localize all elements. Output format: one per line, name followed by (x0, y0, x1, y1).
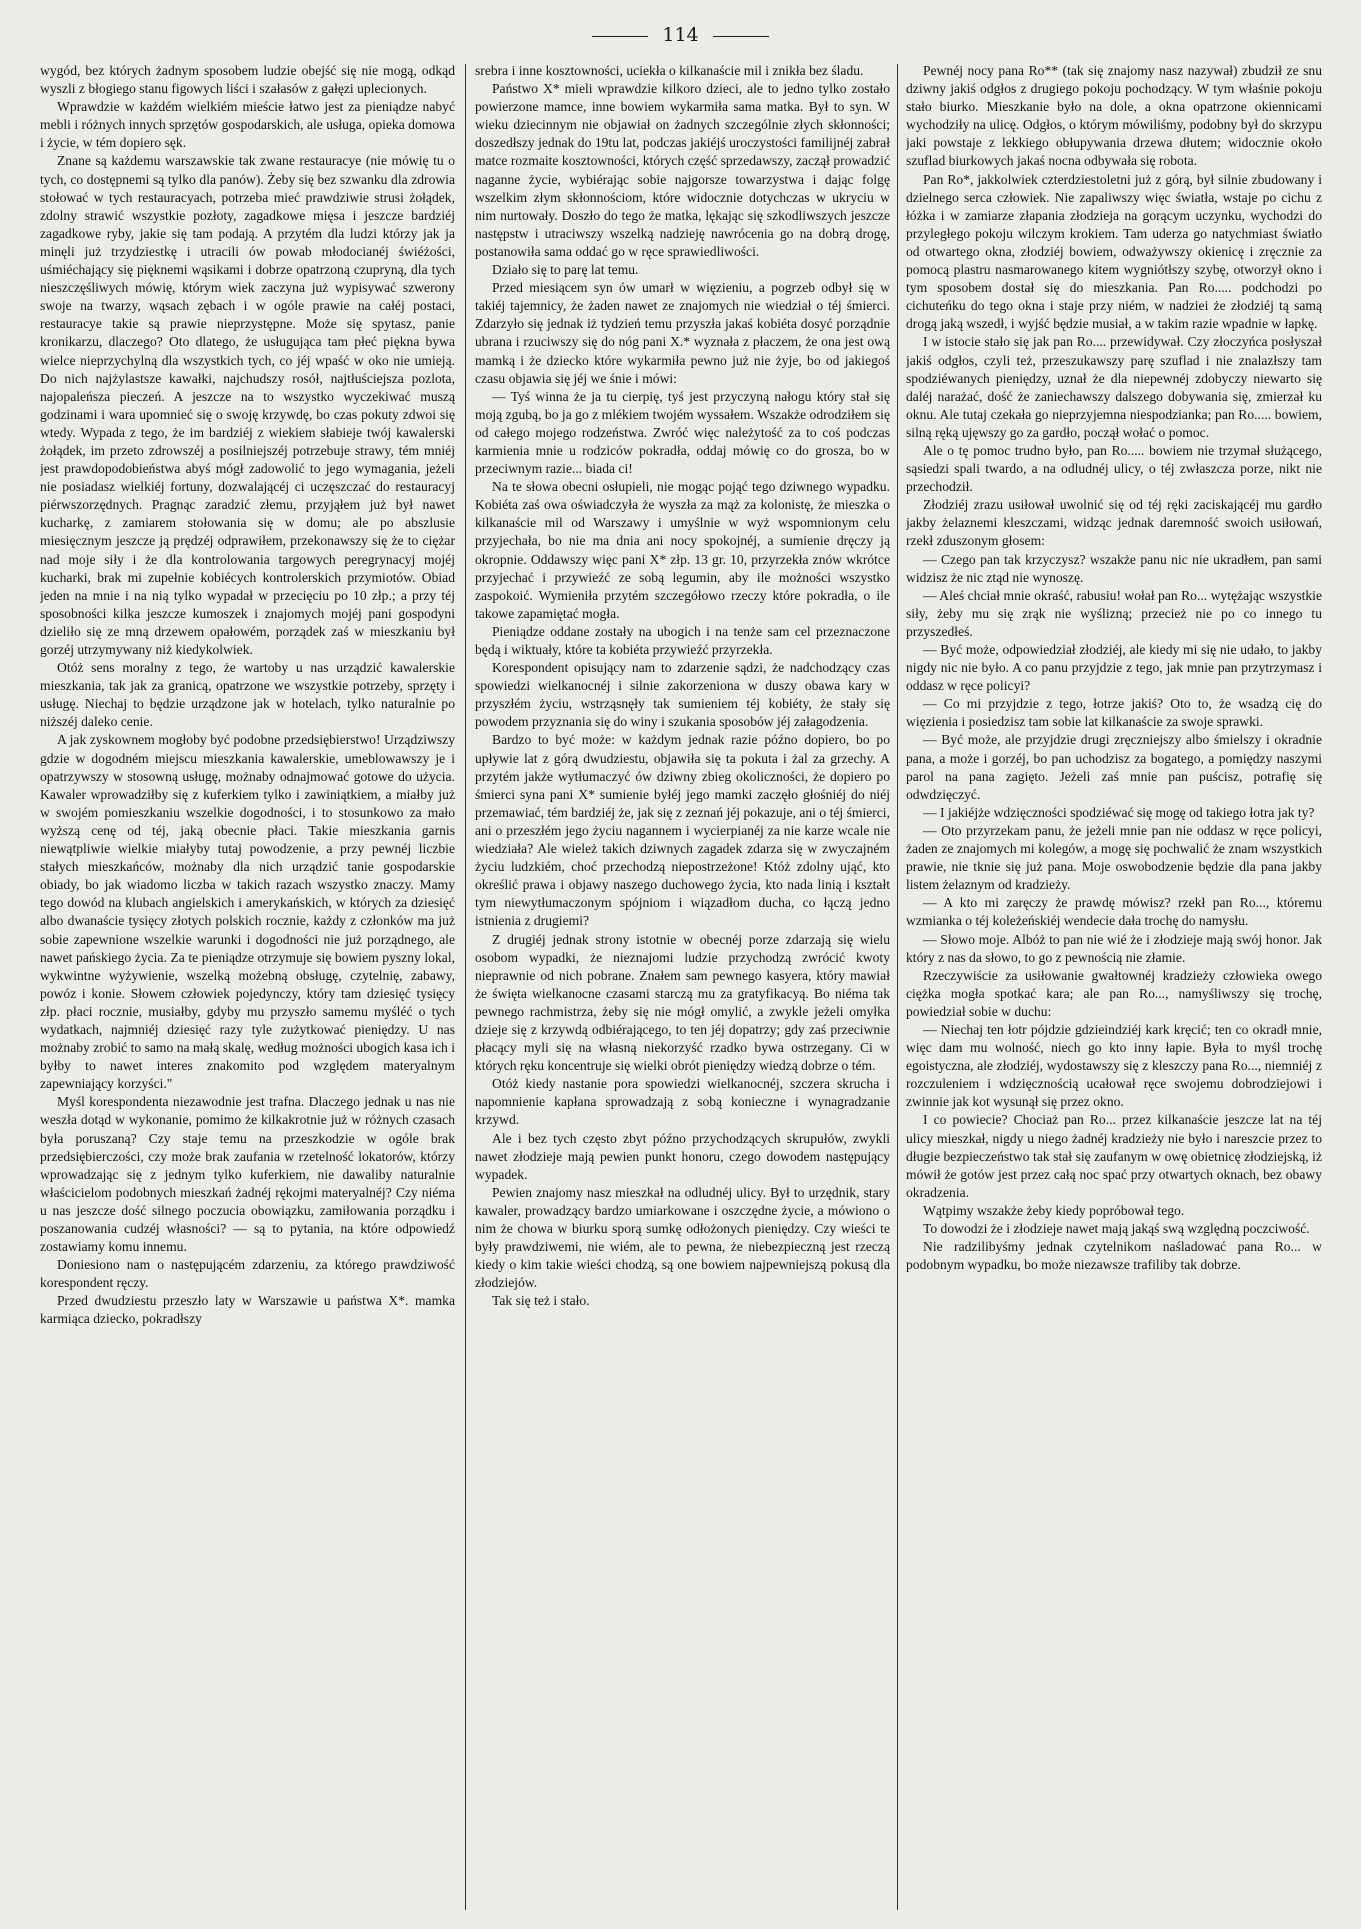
paragraph: Pewien znajomy nasz mieszkał na odludnéj ulicy. Był to urzędnik, stary kawaler, prowadzący bardzo umiarkowane i oszczędne życie, a mówiono o nim że chowa w biurku sporą sumkę odłożonych pieniędzy. Czy wieści te były prawdziwemi, nie wiém, ale to pewna, że niebezpieczną jest rzeczą kiedy o kim takie wieści chodzą, są one bowiem najpewniejszą pokusą dla złodziejów. (475, 1184, 890, 1291)
paragraph: — Być może, odpowiedział złodziéj, ale kiedy mi się nie udało, to jakby nigdy nic nie było. A co panu przyjdzie z tego, jak mnie pan przytrzymasz i oddasz w ręce policyi? (906, 642, 1322, 694)
paragraph: Wątpimy wszakże żeby kiedy popróbował tego. (923, 1202, 1185, 1218)
paragraph: Tak się też i stało. (492, 1293, 590, 1309)
paragraph: — A kto mi zaręczy że prawdę mówisz? rzekł pan Ro..., któremu wzmianka o téj koleżeńskiéj wendecie dała trochę do namysłu. (906, 895, 1322, 929)
paragraph: A jak zyskownem mogłoby być podobne przedsiębierstwo! Urządziwszy gdzie w dogodném miejscu mieszkania kawalerskie, umeblowawszy je i opatrzywszy w stosowną usługę, możnaby odnajmować gotowe do użycia. Kawaler wprowadziłby się z kuferkiem tylko i zawiniątkiem, a miałby już w swojém pomieszkaniu wszelkie dogodności, i to stosunkowo za mało wyższą cenę od téj, jaką obecnie płaci. Takie mieszkania garnis niewątpliwie wielkie miałyby tutaj powodzenie, a przy pewnéj liczbie stałych mieszkańców, możnaby dla nich urządzić tanie gospodarskie obiady, bo jak wiadomo liczba w takich razach wszystko znaczy. Mamy tego dowód na klubach angielskich i amerykańskich, w których za dziesięć albo dwanaście tysięcy złotych polskich rocznie, każdy z członków ma już sobie zapewnione wszelkie warunki i dogodności nie już porządnego, ale nawet pańskiego życia. Za te pieniądze otrzymuje się bowiem pyszny lokal, wykwintne wyżywienie, wszelką możebną obsługę, czytelnię, zabawy, powóz i konie. Słowem człowiek pojedynczy, który tam dziesięć tysięcy złp. płaci rocznie, musiałby, gdyby mu przyszło samemu myśléć o tych wydatkach, najmniéj dziesięć razy tyle zużytkować pieniędzy. U nas możnaby zrobić to samo na małą skalę, według możności ubogich kasa ich i byłby to nawet interes znakomito pod względem materyalnym zapewniający korzyści." (40, 732, 455, 1092)
column-rule (897, 64, 898, 1910)
paragraph: Nie radzilibyśmy jednak czytelnikom naśladować pana Ro... w podobnym wypadku, bo może niezawsze trafiliby tak dobrze. (906, 1239, 1322, 1273)
paragraph: — Być może, ale przyjdzie drugi zręczniejszy albo śmielszy i okradnie pana, a może i gorzéj, bo pan uchodzisz za bogatego, a pomiędzy naszymi parol na pana zagięto. Jeżeli zaś mnie pan puścisz, potrafię się odwdzięczyć. (906, 732, 1322, 802)
paragraph: — Niechaj ten łotr pójdzie gdzieindziéj kark kręcić; ten co okradł mnie, więc dam mu wolność, niech go kto inny łapie. Była to myśl trochę egoistyczna, ale złodziéj, wydostawszy się z kleszczy pana Ro..., niemniéj z rozczuleniem i wdzięcznością ucałował ręce swojemu dobrodziejowi i zwinnie jak kot wysunął się przez okno. (906, 1021, 1322, 1110)
paragraph: — Co mi przyjdzie z tego, łotrze jakiś? Oto to, że wsadzą cię do więzienia i posiedzisz tam sobie lat kilkanaście za swoje sprawki. (906, 696, 1322, 730)
paragraph: Przed miesiącem syn ów umarł w więzieniu, a pogrzeb odbył się w takiéj tajemnicy, że żaden nawet ze znajomych nie wiedział o téj śmierci. Zdarzyło się jednak iż tydzień temu przyszła jakaś kobiéta dosyć porządnie ubrana i rzuciwszy się do nóg pani X.* wyznała z płaczem, że ona jest ową mamką i że dziecko które wykarmiła pewno już nie żyje, bo od jakiegoś czasu objawia się jéj we śnie i mówi: (475, 280, 890, 386)
paragraph: Złodziéj zrazu usiłował uwolnić się od téj ręki zaciskającéj mu gardło jakby żelaznemi kleszczami, widząc jednak daremność swoich usiłowań, rzekł zduszonym głosem: (906, 497, 1322, 549)
paragraph: Pan Ro*, jakkolwiek czterdziestoletni już z górą, był silnie zbudowany i dzielnego serca człowiek. Nie zapaliwszy więc światła, wstaje po cichu z łóżka i w zamiarze złapania złodzieja na gorącym uczynku, wychodzi do przyległego pokoju wilczym krokiem. Tam uderza go natychmiast światło od otwartego okna, złodziéj bowiem, odważywszy okienicę i zręcznie za pomocą plastru nasmarowanego kitem wygniótłszy szybę, otworzył okno i tym sposobem dostał się do mieszkania. Pan Ro..... podchodzi po cichuteńku do tego okna i staje przy niém, w nadziei że złodziéj tą samą drogą jaką wszedł, i wyjść będzie musiał, a w takim razie wpadnie w łapkę. (906, 171, 1322, 332)
column-2 (475, 62, 890, 1912)
paragraph: — Tyś winna że ja tu cierpię, tyś jest przyczyną nałogu który stał się moją zgubą, bo ja go z mlékiem twojém wyssałem. Wszakże odrodziłem się od całego mojego rodzeństwa. Zwróć więc należytość za to coś podczas karmienia mnie u rodziców pokradła, oddaj mówię co do grosza, bo w przeciwnym razie... biada ci! (475, 388, 890, 477)
paragraph: — Słowo moje. Albóż to pan nie wié że i złodzieje mają swój honor. Jak który z nas da słowo, to go z pewnością nie złamie. (906, 931, 1322, 965)
paragraph: — Oto przyrzekam panu, że jeżeli mnie pan nie oddasz w ręce policyi, żaden ze znajomych mi kolegów, a mogę się pochwalić że znam wszystkich prawie, nie tknie się już pana. Moje oswobodzenie będzie dla pana jakby listem żelaznym od kradzieży. (906, 822, 1322, 893)
paragraph: Pieniądze oddane zostały na ubogich i na tenże sam cel przeznaczone będą i wiktuały, które ta kobiéta przywieźć przyrzekła. (475, 623, 890, 657)
paragraph: Przed dwudziestu przeszło laty w Warszawie u państwa X*. mamka karmiąca dziecko, pokradłszy (40, 1293, 455, 1327)
paragraph: — Czego pan tak krzyczysz? wszakże panu nic nie ukradłem, pan sami widzisz że nic ztąd nie wynoszę. (906, 551, 1322, 585)
paragraph: Ale i bez tych często zbyt późno przychodzących skrupułów, zwykli nawet złodzieje mają pewien punkt honoru, czego dowodem następujący wypadek. (475, 1130, 890, 1182)
paragraph: — I jakiéjże wdzięczności spodziéwać się mogę od takiego łotra jak ty? (923, 804, 1315, 820)
paragraph: srebra i inne kosztowności, uciekła o kilkanaście mil i znikła bez śladu. (475, 63, 864, 78)
column-1 (40, 62, 455, 1912)
paragraph: To dowodzi że i złodzieje nawet mają jakąś swą względną poczciwość. (923, 1221, 1310, 1236)
column-3 (906, 62, 1322, 1912)
paragraph: Rzeczywiście za usiłowanie gwałtownéj kradzieży człowieka owego ciężka mogła spotkać kara; ale pan Ro..., namyśliwszy się trochę, powiedział sobie w duchu: (906, 967, 1322, 1019)
paragraph: Otóż kiedy nastanie pora spowiedzi wielkanocnéj, szczera skrucha i napomnienie kapłana sprowadzają z sobą konieczne i wynagradzanie krzywd. (475, 1076, 890, 1128)
paragraph: Doniesiono nam o następującém zdarzeniu, za którego prawdziwość korespondent ręczy. (40, 1257, 455, 1291)
paragraph: Wprawdzie w każdém wielkiém mieście łatwo jest za pieniądze nabyć mebli i różnych innych sprzętów gospodarskich, ale usługa, opieka domowa i życie, w tém dopiero sęk. (40, 99, 455, 151)
paragraph: Działo się to parę lat temu. (492, 262, 639, 278)
paragraph: I co powiecie? Chociaż pan Ro... przez kilkanaście jeszcze lat na téj ulicy mieszkał, nigdy u niego żadnéj kradzieży nie było i nareszcie przez to długie bezpieczeństwo tak stał się zaufanym w owę obietnicę złodziejską, iż mówił że gotów jest przez całą noc spać przy otwartych oknach, bez obawy okradzenia. (906, 1112, 1322, 1200)
paragraph: Na te słowa obecni osłupieli, nie mogąc pojąć tego dziwnego wypadku. Kobiéta zaś owa oświadczyła że wyszła za mąż za kolonistę, że mieszka o kilkanaście mil od Warszawy i umyślnie w wyż wspomnionym celu przyjechała, bo nie ma dnia ani nocy spokojnéj, a sumienie dręczy ją okropnie. Oddawszy więc pani X* złp. 13 gr. 10, przyrzekła znów wkrótce przyjechać i przywieźć ze sobą legumin, aby ile możności wszystko zaspokoić. Wymieniła przytém szczegółowo rzeczy które pokradła, o ile takowe zapamiętać mogła. (475, 479, 890, 621)
paragraph: wygód, bez których żadnym sposobem ludzie obejść się nie mogą, odkąd wyszli z błogiego stanu figowych liści i szałasów z gałęzi uplecionych. (40, 63, 455, 97)
page-number: 114 (0, 24, 1361, 46)
paragraph: Pewnéj nocy pana Ro** (tak się znajomy nasz nazywał) zbudził ze snu dziwny jakiś odgłos z drugiego pokoju pochodzący. W tym właśnie pokoju stało biurko. Mieszkanie było na dole, a okna opatrzone okiennicami wychodziły na ulicę. Odgłos, o którym mówiliśmy, podobny był do skrzypu jaki powstaje z lekkiego obłupywania drzewa dłutem; widocznie około szuflad biurkowych jakaś nocna odbywała się robota. (906, 63, 1322, 169)
paragraph: Myśl korespondenta niezawodnie jest trafna. Dlaczego jednak u nas nie weszła dotąd w wykonanie, pomimo że kilkakrotnie już w różnych czasach była poruszaną? Czy staje temu na przeszkodzie w ogóle brak przedsiębierczości, czy może brak zaufania w rzetelność lokatorów, którzy wprowadzając się z jednym tylko kuferkiem, nie dawaliby naturalnie właścicielom podobnych mieszkań żadnéj rękojmi materyalnéj? Czy niéma u nas jeszcze dość silnego poczucia obowiązku, zamiłowania porządku i poszanowania cudzéj własności? — są to pytania, na które odpowiedź zostawiamy komu innemu. (40, 1094, 455, 1255)
paragraph: Państwo X* mieli wprawdzie kilkoro dzieci, ale to jedno tylko zostało powierzone mamce, inne bowiem wykarmiła sama matka. Był to syn. W wieku dziecinnym nie objawiał on żadnych szczególnie złych skłonności; doszedłszy jednak do 19tu lat, podczas jakiéjś uroczystości familijnéj zabrał matce rozmaite kosztowności, których część sprzedawszy, zaczął prowadzić naganne życie, wybiérając sobie najgorsze towarzystwa i dając folgę wszelkim złym skłonnościom, które widocznie dotychczas w ukryciu w nim nurtowały. Doszło do tego że matka, lękając się szkodliwszych jeszcze następstw i utraciwszy wszelką nadzieję nawrócenia go na dobrą drogę, postanowiła sama oddać go w ręce sprawiedliwości. (475, 81, 890, 259)
paragraph: — Aleś chciał mnie okraść, rabusiu! wołał pan Ro... wytężając wszystkie siły, żeby mu się zrąk nie wyślizną; przecież nie po co innego tu przyszedłeś. (906, 587, 1322, 639)
paragraph: Korespondent opisujący nam to zdarzenie sądzi, że nadchodzący czas spowiedzi wielkanocnéj i silnie zakorzeniona w duszy obawa kary w przyszłém życiu, wstrząsnęły tak sumieniem téj kobiéty, że stały się powodem przyznania się do winy i szukania sposobów jéj załagodzenia. (475, 660, 890, 730)
paragraph: Ale o tę pomoc trudno było, pan Ro..... bowiem nie trzymał służącego, sąsiedzi spali twardo, a na odludnéj ulicy, o téj zwłaszcza porze, nikt nie przechodził. (906, 442, 1322, 495)
paragraph: I w istocie stało się jak pan Ro.... przewidywał. Czy złoczyńca posłyszał jakiś odgłos, czyli też, przeszukawszy parę szuflad i nie znalazłszy tam spodziéwanych pieniędzy, uznał że dla niepewnéj zdobyczy niewarto się daléj narażać, dość że zaniechawszy dalszego dobywania się, zmierzał ku oknu. Ale tutaj czekała go nieprzyjemna niespodzianka; pan Ro..... bowiem, silną ręką ujęwszy go za gardło, począł wołać o pomoc. (906, 334, 1322, 440)
column-rule (465, 64, 466, 1910)
paragraph: Z drugiéj jednak strony istotnie w obecnéj porze zdarzają się wielu osobom wypadki, że nieznajomi ludzie przychodzą zwrócić kwoty nieprawnie od nich pobrane. Znałem sam pewnego kasyera, który mawiał że święta wielkanocne czasami starczą mu za gratyfikacyą. Bo niéma tak pewnego rachmistrza, żeby się nie mógł omylić, a zwykle jeżeli omyłka dzieje się z krzywdą odbiérającego, to ten jéj dopatrzy; gdy zaś przeciwnie płacący myli się na własną niekorzyść rzadko bywa ostrzegany. Ci w których ręku koncentruje się wielki obrót pieniędzy wiedzą dobrze o tém. (475, 931, 890, 1074)
paragraph: Otóż sens moralny z tego, że wartoby u nas urządzić kawalerskie mieszkania, tak jak za granicą, opatrzone we wszystkie potrzeby, sprzęty i usługę. Niechaj to będzie urządzone jak w hotelach, tylko naturalnie po niższéj daleko cenie. (40, 660, 455, 730)
paragraph: Bardzo to być może: w każdym jednak razie późno dopiero, bo po upływie lat z górą dwudziestu, objawiła się ta pokuta i żal za grzechy. A przytém jakże wytłumaczyć ów dziwny zbieg okoliczności, że dopiero po śmierci syna pani X* sumienie byłéj jego mamki zaczęło głośniéj do niéj przemawiać, tém bardziéj że, jak się z zeznań jéj pokazuje, ani o téj śmierci, ani o przeszłém jego życiu nagannem i wycierpianéj za nie karze wcale nie wiedziała? Ale wieleż takich dziwnych zagadek zdarza się w zwyczajném życiu ludzkiém, choć przechodzą niepostrzeżone! Któż zdolny ująć, kto określić prawa i objawy naszego duchowego życia, kto nada linią i kształt tym niewytłumaczonym spójniom i wiązadłom ducha, co łączą jedno istnienia z drugiemi? (475, 732, 890, 929)
paragraph: Znane są każdemu warszawskie tak zwane restauracye (nie mówię tu o tych, co dostępnemi są tylko dla panów). Żeby się bez szwanku dla zdrowia stołować w tych restauracyach, potrzeba mieć prawdziwie strusi żołądek, zdolny strawić wszystkie pozłoty, zagadkowe mięsa i jeszcze bardziéj zagadkowe ryby, jakie się tam podają. A przytém dla ludzi którzy jak ja minęli już trzydziestkę i utracili ów powab młodocianéj świéżości, uśmiéchający się pięknemi wąsikami i dobrze opatrzoną czupryną, dla tych nieszczęśliwych mówię, którym wiek zaczyna już wypisywać szwerony swoje na twarzy, wąsach zębach i w ogóle prawie na całéj postaci, restauracye takie są prawie nieprzystępne. Może się spytasz, panie kronikarzu, dlaczego? Oto dlatego, że usługująca tam płeć piękna bywa wielce nieprzychylną dla wszystkich tych, co jéj wpaść w oko nie umieją. Do nich najżylastsze kawałki, najchudszy rosół, najtłuściejsza pozlota, najopaleńsza pieczeń. A jeszcze na to wszystko wyczekiwać muszą godzinami i wara upomnieć się o swoję krzywdę, bo czas pokuty zdwoi się wtedy. Wypada z tego, że im bardziéj z wiekiem słabieje twój kawalerski żołądek, im przeto zdrowszéj a posilniejszéj potrzebuje strawy, tém mniéj jest prawdopodobieństwa abyś mógł zadowolić to jego wymagania, jeżeli nie posiadasz wielkiéj fortuny, dozwalającéj ci uczęszczać do restauracyj piérwszorzędnych. Pragnąc zaradzić złemu, przyjąłem już był nawet kucharkę, z zamiarem stołowania się w domu; ale po abszlusie miesięcznym jeszcze ją prędzéj odprawiłem, przekonawszy się że to ciężar nad moje siły i że dla kontrolowania targowych peregrynacyj mojéj kucharki, brak mi zupełnie kobiécych kontrolerskich przymiotów. Obiad jeden na mnie i na nią tylko wypadał w przecięciu po 10 złp.; a przy téj sposobności kilka jeszcze kumoszek i znajomych mojéj pani gospodyni dzieliło się ze mną drzewem opałowém, porządek zaś w mieszkaniu był gorzéj utrzymywany niż kiedykolwiek. (40, 153, 455, 657)
